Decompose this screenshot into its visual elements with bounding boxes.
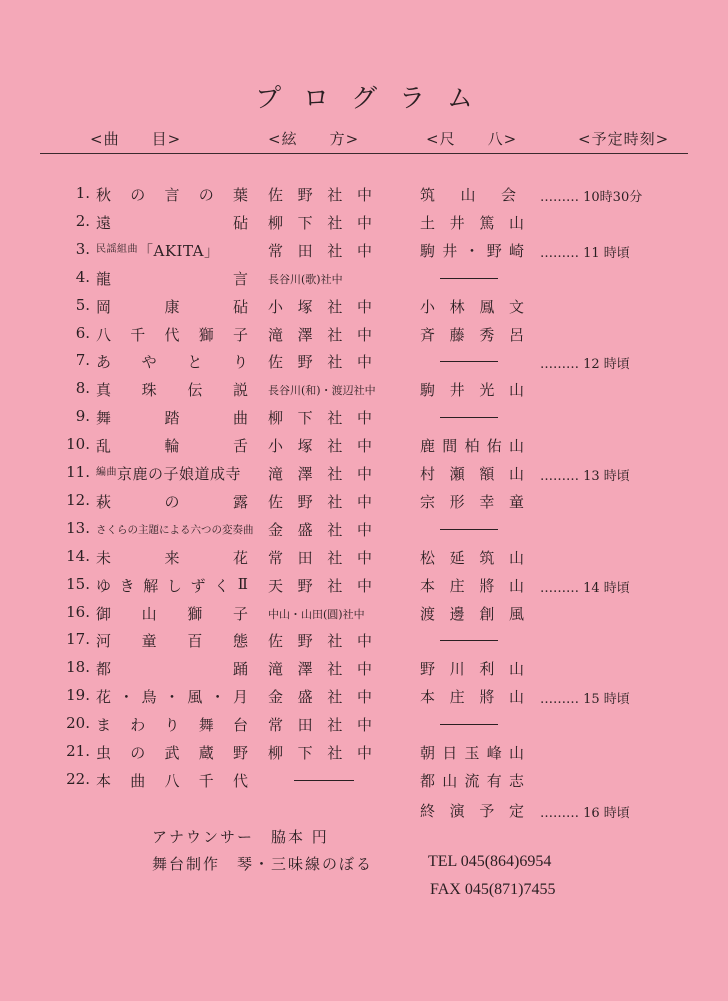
row-shakuhachi: 村 瀬 額 山 xyxy=(420,465,524,483)
program-row xyxy=(0,626,728,654)
row-number: 4. xyxy=(75,267,90,286)
row-number: 6. xyxy=(75,323,90,342)
row-number: 13. xyxy=(66,518,90,537)
row-shakuhachi: 松 延 筑 山 xyxy=(420,548,524,567)
program-row xyxy=(0,710,728,738)
program-row xyxy=(0,487,728,515)
row-strings: 常 田 社 中 xyxy=(268,241,372,260)
row-piece: 八 千 代 獅 子 xyxy=(96,325,248,344)
row-number: 12. xyxy=(66,490,90,509)
program-row xyxy=(0,431,728,459)
stage-production: 舞台制作 琴・三味線のぼる xyxy=(152,855,374,873)
row-strings: 金 盛 社 中 xyxy=(268,520,372,539)
row-strings: 金 盛 社 中 xyxy=(268,688,372,707)
row-number: 9. xyxy=(75,407,90,426)
program-row xyxy=(0,459,728,487)
row-piece: 未 来 花 xyxy=(96,548,248,567)
row-shakuhachi: 本 庄 將 山 xyxy=(420,576,524,595)
row-strings: 柳 下 社 中 xyxy=(268,213,372,232)
program-row xyxy=(0,543,728,571)
row-strings: 中山・山田(圓)社中 xyxy=(268,607,365,621)
row-piece xyxy=(96,463,248,484)
row-number: 1. xyxy=(75,184,90,202)
row-piece: 河 童 百 態 xyxy=(96,632,248,651)
row-strings: 佐 野 社 中 xyxy=(268,353,372,372)
row-piece: 遠 砧 xyxy=(96,213,248,232)
row-piece: 萩 の 露 xyxy=(96,492,248,511)
program-row xyxy=(0,264,728,292)
program-row xyxy=(0,571,728,599)
closing-row xyxy=(0,796,728,824)
program-row xyxy=(0,403,728,431)
program-row xyxy=(0,347,728,375)
row-shakuhachi: 都 山 流 有 志 xyxy=(420,771,524,790)
row-time: ……… 10時30分 xyxy=(540,190,643,205)
row-shakuhachi: 土 井 篤 山 xyxy=(420,213,524,232)
program-row xyxy=(0,292,728,320)
row-strings: 佐 野 社 中 xyxy=(268,186,372,204)
row-piece: 岡 康 砧 xyxy=(96,297,248,316)
row-piece: 都 踊 xyxy=(96,660,248,679)
row-number: 2. xyxy=(75,211,90,230)
row-strings: 佐 野 社 中 xyxy=(268,632,372,651)
row-strings: 常 田 社 中 xyxy=(268,716,372,735)
row-piece: ま わ り 舞 台 xyxy=(96,716,248,735)
row-piece: 花 ・ 鳥 ・ 風 ・ 月 xyxy=(96,688,248,707)
program-row xyxy=(0,320,728,348)
row-strings: 長谷川(歌)社中 xyxy=(268,272,343,286)
row-time: ……… 13 時頃 xyxy=(540,469,630,484)
row-time: ……… 14 時頃 xyxy=(540,580,630,596)
header-shakuhachi: <尺 八> xyxy=(426,130,518,148)
shakuhachi-none-line xyxy=(440,417,498,418)
row-strings: 滝 澤 社 中 xyxy=(268,660,372,679)
row-shakuhachi: 駒 井 ・ 野 崎 xyxy=(420,241,524,260)
row-number: 16. xyxy=(66,602,90,621)
row-number: 15. xyxy=(66,574,90,593)
row-shakuhachi: 筑 山 会 xyxy=(420,186,516,204)
row-strings: 長谷川(和)・渡辺社中 xyxy=(268,384,376,398)
program-row xyxy=(0,682,728,710)
program-row xyxy=(0,208,728,236)
row-strings: 小 塚 社 中 xyxy=(268,297,372,316)
row-strings: 佐 野 社 中 xyxy=(268,492,372,511)
row-piece: 真 珠 伝 説 xyxy=(96,381,248,400)
row-shakuhachi: 鹿 間 柏 佑 山 xyxy=(420,437,524,456)
row-number: 3. xyxy=(75,239,90,258)
row-time: ……… 15 時頃 xyxy=(540,692,630,708)
header-time: <予定時刻> xyxy=(578,130,670,148)
row-time: ……… 11 時頃 xyxy=(540,245,630,261)
row-number: 8. xyxy=(75,379,90,398)
row-number: 18. xyxy=(66,658,90,677)
row-piece: 秋 の 言 の 葉 xyxy=(96,186,248,204)
row-number: 10. xyxy=(66,435,90,454)
program-row xyxy=(0,515,728,543)
piece-title: 京鹿の子娘道成寺 xyxy=(117,465,242,483)
tel-number: TEL 045(864)6954 xyxy=(428,853,552,870)
row-number: 17. xyxy=(66,630,90,649)
fax-number: FAX 045(871)7455 xyxy=(430,881,556,898)
closing-label: 終 演 予 定 xyxy=(420,802,524,820)
row-time: ……… 12 時頃 xyxy=(540,357,630,373)
piece-prefix: 民謡組曲 xyxy=(96,243,138,255)
row-piece: ゆ き 解 し ず く Ⅱ xyxy=(96,574,248,595)
row-piece: あ や と り xyxy=(96,353,248,372)
row-shakuhachi: 朝 日 玉 峰 山 xyxy=(420,744,524,762)
header-strings: <絃 方> xyxy=(268,130,360,148)
row-shakuhachi: 本 庄 將 山 xyxy=(420,688,524,707)
program-row xyxy=(0,599,728,627)
row-strings: 小 塚 社 中 xyxy=(268,437,372,456)
row-strings: 天 野 社 中 xyxy=(268,576,372,595)
row-number: 11. xyxy=(66,463,90,481)
row-strings: 滝 澤 社 中 xyxy=(268,325,372,344)
row-strings: 柳 下 社 中 xyxy=(268,744,372,762)
closing-time: ……… 16 時頃 xyxy=(540,806,630,821)
shakuhachi-none-line xyxy=(440,724,498,725)
row-piece: 本 曲 八 千 代 xyxy=(96,771,248,790)
strings-none-line xyxy=(294,780,354,781)
header-divider xyxy=(40,153,688,154)
row-number: 5. xyxy=(75,295,90,314)
shakuhachi-none-line xyxy=(440,361,498,362)
shakuhachi-none-line xyxy=(440,278,498,279)
shakuhachi-none-line xyxy=(440,640,498,641)
announcer: アナウンサー 脇本 円 xyxy=(152,828,329,846)
program-row xyxy=(0,738,728,766)
program-row xyxy=(0,180,728,208)
row-piece: 乱 輪 舌 xyxy=(96,437,248,456)
row-shakuhachi: 駒 井 光 山 xyxy=(420,381,524,400)
row-number: 21. xyxy=(66,742,90,760)
shakuhachi-none-line xyxy=(440,529,498,530)
row-shakuhachi: 小 林 鳳 文 xyxy=(420,297,524,316)
piece-prefix: 編曲 xyxy=(96,467,117,478)
row-number: 7. xyxy=(75,351,90,370)
program-row xyxy=(0,375,728,403)
row-strings: 常 田 社 中 xyxy=(268,548,372,567)
row-strings: 柳 下 社 中 xyxy=(268,409,372,428)
row-shakuhachi: 渡 邊 創 風 xyxy=(420,604,524,623)
row-piece: 舞 踏 曲 xyxy=(96,409,248,428)
program-row xyxy=(0,654,728,682)
header-piece: <曲 目> xyxy=(90,130,182,148)
row-piece: 虫 の 武 蔵 野 xyxy=(96,744,248,762)
page-title: プログラム xyxy=(255,84,495,114)
row-piece: 龍 言 xyxy=(96,269,248,288)
row-piece: 御 山 獅 子 xyxy=(96,604,248,623)
program-row xyxy=(0,236,728,264)
row-strings: 滝 澤 社 中 xyxy=(268,465,372,483)
piece-title: 「AKITA」 xyxy=(138,241,220,260)
program-row xyxy=(0,766,728,794)
row-number: 20. xyxy=(66,714,90,733)
row-shakuhachi: 野 川 利 山 xyxy=(420,660,524,679)
row-shakuhachi: 宗 形 幸 童 xyxy=(420,492,524,511)
row-number: 19. xyxy=(66,686,90,705)
row-number: 22. xyxy=(66,769,90,788)
row-piece xyxy=(96,240,248,261)
row-number: 14. xyxy=(66,546,90,565)
row-shakuhachi: 斉 藤 秀 呂 xyxy=(420,325,524,344)
row-piece: さくらの主題による六つの変奏曲 xyxy=(96,523,254,536)
